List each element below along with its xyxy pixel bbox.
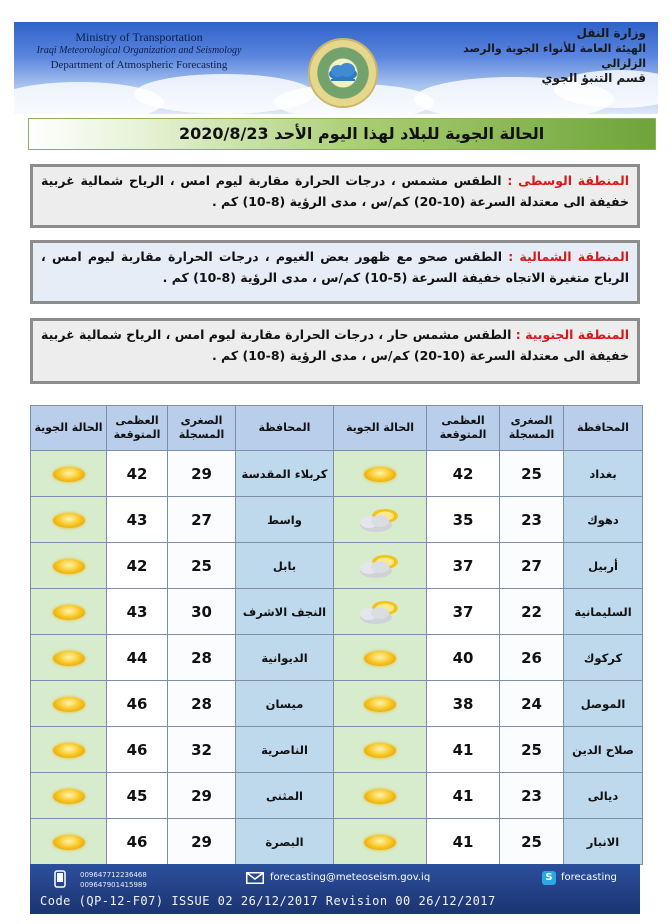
title-bar xyxy=(28,118,656,150)
phone-number: 009647901415989 xyxy=(80,881,147,889)
province-name: كربلاء المقدسة xyxy=(236,451,334,497)
weather-condition xyxy=(31,773,107,819)
max-expected-header: العظمى المتوقعة xyxy=(107,406,168,451)
partly-cloudy-icon xyxy=(355,597,405,627)
skype-name[interactable]: forecasting xyxy=(561,872,617,883)
sun-icon xyxy=(364,467,396,482)
sun-icon xyxy=(53,513,85,528)
table-row xyxy=(31,543,643,589)
document-code: Code (QP-12-F07) ISSUE 02 26/12/2017 Revision 00 26/12/2017 xyxy=(40,894,496,908)
sun-icon xyxy=(53,559,85,574)
weather-condition xyxy=(334,727,427,773)
max-temp: 46 xyxy=(107,681,168,727)
sun-icon xyxy=(364,743,396,758)
province-name: صلاح الدين xyxy=(564,727,643,773)
cloud-logo-icon xyxy=(327,62,359,84)
province-name: كركوك xyxy=(564,635,643,681)
weather-condition xyxy=(31,497,107,543)
table-row xyxy=(31,819,643,865)
email-address[interactable]: forecasting@meteoseism.gov.iq xyxy=(270,872,431,883)
max-temp: 42 xyxy=(107,451,168,497)
phone-number: 009647712236468 xyxy=(80,871,147,879)
max-temp: 46 xyxy=(107,727,168,773)
max-temp: 42 xyxy=(107,543,168,589)
weather-condition xyxy=(334,589,427,635)
region-south xyxy=(30,318,640,384)
max-temp: 37 xyxy=(427,543,500,589)
min-temp: 23 xyxy=(500,773,564,819)
region-name: المنطقة الوسطى : xyxy=(507,173,629,188)
sun-icon xyxy=(53,697,85,712)
sun-icon xyxy=(53,651,85,666)
province-name: بابل xyxy=(236,543,334,589)
province-name: بغداد xyxy=(564,451,643,497)
phone-numbers xyxy=(80,870,147,890)
province-name: المثنى xyxy=(236,773,334,819)
table-row xyxy=(31,589,643,635)
mobile-phone-icon xyxy=(54,870,66,888)
forecast-table xyxy=(30,405,643,865)
max-temp: 40 xyxy=(427,635,500,681)
page-title: الحالة الجوية للبلاد لهذا اليوم الأحد 2020/8/23 xyxy=(179,124,545,143)
region-text: الطقس صحو مع ظهور بعض الغيوم ، درجات الحرارة مقاربة ليوم امس ، الرياح متغيرة الاتجاه خفيفة السرعة (5-10) كم/س ، مدى الرؤية (8-10) كم . xyxy=(41,249,629,285)
province-name: الناصرية xyxy=(236,727,334,773)
region-name: المنطقة الجنوبية : xyxy=(515,327,629,342)
table-row xyxy=(31,635,643,681)
weather-condition xyxy=(334,773,427,819)
sun-icon xyxy=(53,605,85,620)
max-temp: 44 xyxy=(107,635,168,681)
email-icon xyxy=(246,872,264,884)
table-row xyxy=(31,727,643,773)
province-name: السليمانية xyxy=(564,589,643,635)
max-temp: 45 xyxy=(107,773,168,819)
min-temp: 25 xyxy=(168,543,236,589)
weather-condition xyxy=(31,635,107,681)
province-name: البصرة xyxy=(236,819,334,865)
max-temp: 41 xyxy=(427,773,500,819)
organization-name-en: Iraqi Meteorological Organization and Seismology xyxy=(36,45,242,56)
weather-condition xyxy=(334,497,427,543)
sun-icon xyxy=(364,835,396,850)
province-name: الموصل xyxy=(564,681,643,727)
max-temp: 37 xyxy=(427,589,500,635)
footer xyxy=(30,864,640,914)
min-temp: 29 xyxy=(168,819,236,865)
min-temp: 25 xyxy=(500,451,564,497)
weather-condition xyxy=(31,819,107,865)
min-temp: 28 xyxy=(168,681,236,727)
max-expected-header: العظمى المتوقعة xyxy=(427,406,500,451)
min-temp: 26 xyxy=(500,635,564,681)
condition-header: الحالة الجوية xyxy=(31,406,107,451)
ministry-name-en: Ministry of Transportation xyxy=(75,30,203,44)
min-temp: 27 xyxy=(500,543,564,589)
table-row xyxy=(31,773,643,819)
province-header: المحافظة xyxy=(564,406,643,451)
min-temp: 29 xyxy=(168,773,236,819)
partly-cloudy-icon xyxy=(355,505,405,535)
weather-condition xyxy=(31,543,107,589)
table-row xyxy=(31,497,643,543)
sun-icon xyxy=(53,835,85,850)
region-text: الطقس مشمس حار ، درجات الحرارة مقاربة ليوم امس ، الرياح شمالية غربية خفيفة الى معتدلة السرعة (10-20) كم/س ، مدى الرؤية (8-10) كم . xyxy=(40,327,629,363)
sun-icon xyxy=(364,697,396,712)
weather-condition xyxy=(31,681,107,727)
min-temp: 28 xyxy=(168,635,236,681)
min-temp: 23 xyxy=(500,497,564,543)
province-name: ميسان xyxy=(236,681,334,727)
department-name-ar: قسم التنبؤ الجوي xyxy=(541,71,646,85)
region-central xyxy=(30,164,640,228)
sun-icon xyxy=(53,467,85,482)
min-temp: 25 xyxy=(500,819,564,865)
province-name: دهوك xyxy=(564,497,643,543)
min-temp: 24 xyxy=(500,681,564,727)
min-temp: 32 xyxy=(168,727,236,773)
max-temp: 41 xyxy=(427,819,500,865)
sun-icon xyxy=(364,651,396,666)
max-temp: 35 xyxy=(427,497,500,543)
skype-icon: S xyxy=(542,871,556,885)
max-temp: 42 xyxy=(427,451,500,497)
arabic-header xyxy=(416,26,646,86)
weather-condition xyxy=(31,589,107,635)
table-header-row xyxy=(31,406,643,451)
min-temp: 29 xyxy=(168,451,236,497)
province-header: المحافظة xyxy=(236,406,334,451)
partly-cloudy-icon xyxy=(355,551,405,581)
weather-condition xyxy=(334,635,427,681)
max-temp: 41 xyxy=(427,727,500,773)
max-temp: 38 xyxy=(427,681,500,727)
province-name: أربيل xyxy=(564,543,643,589)
min-recorded-header: الصغرى المسجلة xyxy=(168,406,236,451)
sun-icon xyxy=(364,789,396,804)
max-temp: 46 xyxy=(107,819,168,865)
province-name: الانبار xyxy=(564,819,643,865)
min-temp: 22 xyxy=(500,589,564,635)
province-name: واسط xyxy=(236,497,334,543)
sun-icon xyxy=(53,743,85,758)
weather-condition xyxy=(334,451,427,497)
weather-condition xyxy=(334,543,427,589)
region-name: المنطقة الشمالية : xyxy=(508,249,629,264)
weather-condition xyxy=(334,681,427,727)
english-header xyxy=(24,30,254,72)
weather-condition xyxy=(31,451,107,497)
header-banner xyxy=(14,22,658,114)
weather-condition xyxy=(334,819,427,865)
condition-header: الحالة الجوية xyxy=(334,406,427,451)
province-name: الديوانية xyxy=(236,635,334,681)
min-recorded-header: الصغرى المسجلة xyxy=(500,406,564,451)
region-north xyxy=(30,240,640,304)
ministry-name-ar: وزارة النقل xyxy=(576,26,646,40)
weather-condition xyxy=(31,727,107,773)
province-name: ديالى xyxy=(564,773,643,819)
department-name-en: Department of Atmospheric Forecasting xyxy=(50,59,228,71)
max-temp: 43 xyxy=(107,589,168,635)
table-row xyxy=(31,681,643,727)
min-temp: 30 xyxy=(168,589,236,635)
max-temp: 43 xyxy=(107,497,168,543)
meteorology-logo xyxy=(310,40,376,106)
sun-icon xyxy=(53,789,85,804)
province-name: النجف الاشرف xyxy=(236,589,334,635)
region-text: الطقس مشمس ، درجات الحرارة مقاربة ليوم امس ، الرياح شمالية غربية خفيفة الى معتدلة السرعة (10-20) كم/س ، مدى الرؤية (8-10) كم . xyxy=(41,173,629,209)
min-temp: 27 xyxy=(168,497,236,543)
organization-name-ar: الهيئة العامة للأنواء الجوية والرصد الزلزالي xyxy=(463,42,646,70)
table-row xyxy=(31,451,643,497)
min-temp: 25 xyxy=(500,727,564,773)
